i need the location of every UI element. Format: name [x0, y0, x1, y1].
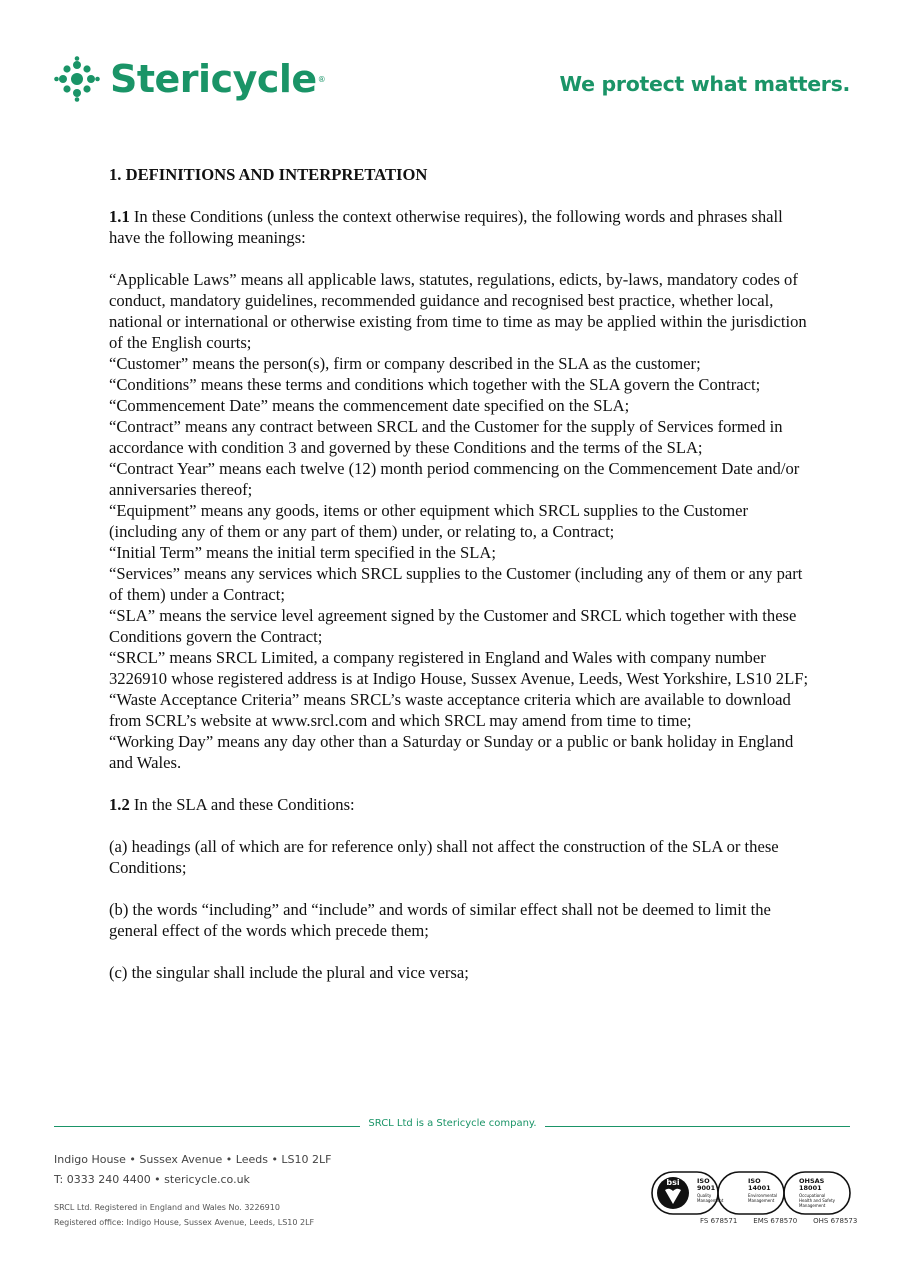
definition-item: “SRCL” means SRCL Limited, a company registered in England and Wales with company number 3226910 whose registered address is at Indigo House, Sussex Avenue, Leeds, West Yorkshire, LS10 2LF; [109, 648, 809, 688]
cert-desc: Quality [697, 1193, 712, 1198]
stericycle-logo [54, 54, 326, 104]
definition-item: “Services” means any services which SRCL supplies to the Customer (including any of them or any part of them) under a Contract; [109, 564, 803, 604]
footer-address: Indigo House • Sussex Avenue • Leeds • LS10 2LF [54, 1153, 332, 1166]
clause-text: In these Conditions (unless the context otherwise requires), the following words and phrases shall have the following meanings: [109, 207, 783, 247]
registered-mark: ® [317, 74, 326, 84]
clause-number: 1.2 [109, 795, 130, 814]
footer-company-line: SRCL Ltd is a Stericycle company. [368, 1118, 537, 1129]
footer-registration [54, 1200, 314, 1230]
definition-item: “Contract Year” means each twelve (12) month period commencing on the Commencement Date and/or anniversaries thereof; [109, 459, 800, 499]
section-heading: 1. DEFINITIONS AND INTERPRETATION [109, 165, 428, 184]
registration-number: SRCL Ltd. Registered in England and Wales No. 3226910 [54, 1203, 280, 1212]
cert-number: 9001 [697, 1184, 716, 1192]
definitions-list [109, 269, 809, 773]
definition-item: “Equipment” means any goods, items or other equipment which SRCL supplies to the Customer (including any of them or any part of them) under, or relating to, a Contract; [109, 501, 749, 541]
definition-item: “Conditions” means these terms and conditions which together with the SLA govern the Contract; [109, 375, 761, 394]
certification-codes [700, 1217, 857, 1225]
definition-item: “Initial Term” means the initial term specified in the SLA; [109, 543, 496, 562]
footer-divider-right [545, 1126, 850, 1127]
footer-divider-left [54, 1126, 360, 1127]
definition-item: “Applicable Laws” means all applicable laws, statutes, regulations, edicts, by-laws, mandatory codes of conduct, mandatory guidelines, recommended guidance and recognised best practice, whether local, national or international or otherwise existing from time to time as may be applied within the jurisdiction of the English courts; [109, 270, 807, 352]
cert-standard: OHSAS [799, 1177, 825, 1185]
bsi-logo-icon [657, 1177, 689, 1209]
bsi-label: bsi [666, 1178, 680, 1187]
cert-desc: Occupational [799, 1193, 826, 1198]
definition-item: “Commencement Date” means the commencement date specified on the SLA; [109, 396, 630, 415]
registered-office: Registered office: Indigo House, Sussex Avenue, Leeds, LS10 2LF [54, 1218, 315, 1227]
cert-number: 14001 [748, 1184, 771, 1192]
definition-item: “Customer” means the person(s), firm or company described in the SLA as the customer; [109, 354, 701, 373]
definition-item: “Waste Acceptance Criteria” means SRCL’s waste acceptance criteria which are available to download from SCRL’s website at www.srcl.com and which SRCL may amend from time to time; [109, 690, 791, 730]
definition-item: “SLA” means the service level agreement signed by the Customer and SRCL which together with these Conditions govern the Contract; [109, 606, 797, 646]
footer-contact [54, 1150, 332, 1190]
cert-code: FS 678571 [700, 1217, 738, 1225]
brand-name: Stericycle [110, 57, 317, 101]
subclause-item: (a) headings (all of which are for reference only) shall not affect the construction of the SLA or these Conditions; [109, 837, 779, 877]
cert-code: EMS 678570 [753, 1217, 798, 1225]
certification-badges [651, 1171, 851, 1215]
cert-code: OHS 678573 [813, 1217, 858, 1225]
cert-desc: Health and Safety [799, 1198, 835, 1203]
cert-standard: ISO [748, 1177, 761, 1185]
subclause-item: (c) the singular shall include the plural and vice versa; [109, 963, 469, 982]
cert-desc: Management [799, 1203, 826, 1208]
clause-1-2 [109, 794, 809, 815]
tagline: We protect what matters. [559, 72, 850, 96]
clause-text: In the SLA and these Conditions: [129, 795, 355, 814]
definition-item: “Contract” means any contract between SRCL and the Customer for the supply of Services formed in accordance with condition 3 and governed by these Conditions and the terms of the SLA; [109, 417, 783, 457]
footer-phone-web: T: 0333 240 4400 • stericycle.co.uk [54, 1173, 250, 1186]
subclause-item: (b) the words “including” and “include” and words of similar effect shall not be deemed to limit the general effect of the words which precede them; [109, 900, 771, 940]
definition-item: “Working Day” means any day other than a Saturday or Sunday or a public or bank holiday in England and Wales. [109, 732, 794, 772]
clause-number: 1.1 [109, 207, 130, 226]
stericycle-dots-icon [54, 56, 100, 102]
cert-desc: Management [697, 1198, 724, 1203]
cert-desc: Environmental [748, 1193, 778, 1198]
cert-desc: Management [748, 1198, 775, 1203]
clause-1-1 [109, 206, 809, 248]
cert-number: 18001 [799, 1184, 822, 1192]
cert-standard: ISO [697, 1177, 710, 1185]
document-body [109, 164, 809, 983]
